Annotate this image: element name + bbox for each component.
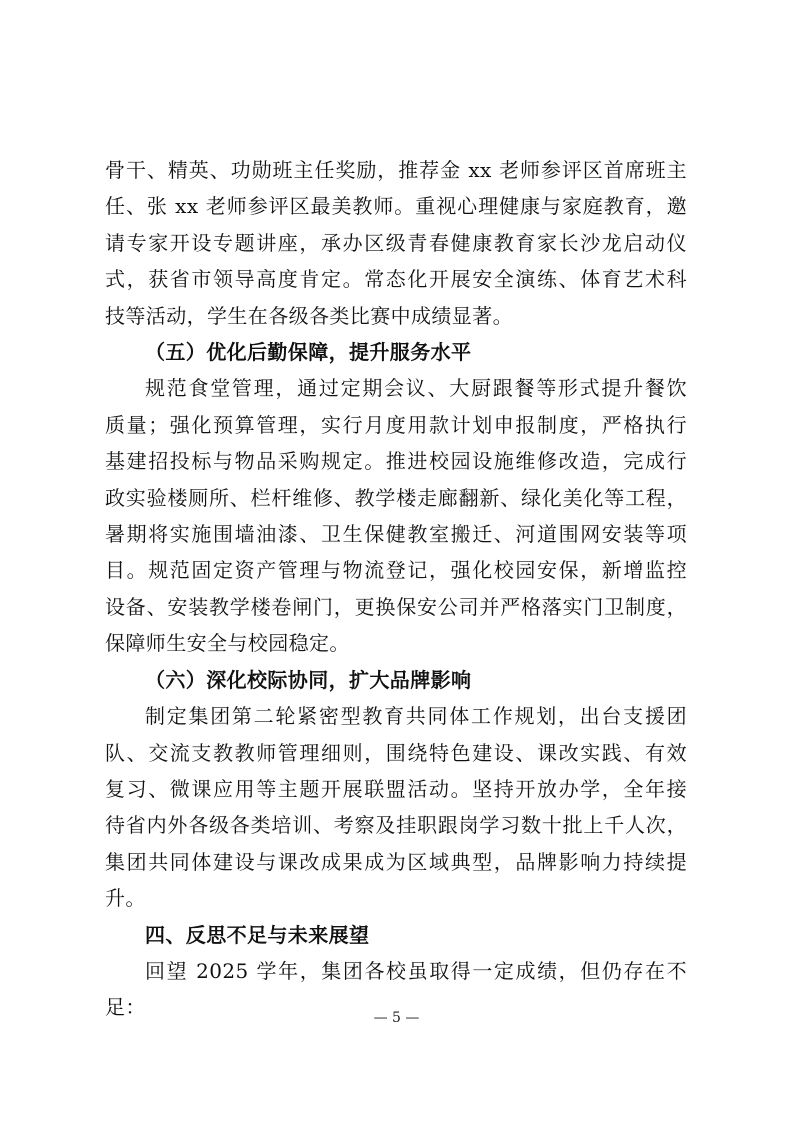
paragraph-line: 式，获省市领导高度肯定。常态化开展安全演练、体育艺术科 bbox=[105, 267, 687, 292]
section-heading: （六）深化校际协同，扩大品牌影响 bbox=[145, 667, 472, 692]
paragraph-line: 保障师生安全与校园稳定。 bbox=[105, 631, 350, 656]
paragraph-line: 规范食堂管理，通过定期会议、大厨跟餐等形式提升餐饮 bbox=[145, 376, 687, 401]
section-heading: （五）优化后勤保障，提升服务水平 bbox=[145, 340, 472, 365]
paragraph-line: 升。 bbox=[105, 886, 146, 911]
paragraph-line: 制定集团第二轮紧密型教育共同体工作规划，出台支援团 bbox=[145, 704, 687, 729]
paragraph-line: 设备、安装教学楼卷闸门，更换保安公司并严格落实门卫制度， bbox=[105, 594, 687, 619]
paragraph-line: 回望 2025 学年，集团各校虽取得一定成绩，但仍存在不足： bbox=[105, 958, 687, 1020]
paragraph-line: 队、交流支教教师管理细则，围绕特色建设、课改实践、有效 bbox=[105, 740, 687, 765]
document-page bbox=[105, 152, 687, 1026]
section-heading: 四、反思不足与未来展望 bbox=[145, 922, 370, 947]
paragraph-line: 任、张 xx 老师参评区最美教师。重视心理健康与家庭教育，邀 bbox=[105, 194, 687, 219]
paragraph-line: 复习、微课应用等主题开展联盟活动。坚持开放办学，全年接 bbox=[105, 776, 687, 801]
paragraph-line: 政实验楼厕所、栏杆维修、教学楼走廊翻新、绿化美化等工程， bbox=[105, 485, 687, 510]
paragraph-line: 请专家开设专题讲座，承办区级青春健康教育家长沙龙启动仪 bbox=[105, 230, 687, 255]
paragraph-line: 暑期将实施围墙油漆、卫生保健教室搬迁、河道围网安装等项 bbox=[105, 522, 687, 547]
paragraph-line: 集团共同体建设与课改成果成为区域典型，品牌影响力持续提 bbox=[105, 849, 687, 874]
paragraph-line: 目。规范固定资产管理与物流登记，强化校园安保，新增监控 bbox=[105, 558, 687, 583]
page-number: — 5 — bbox=[373, 1010, 420, 1026]
paragraph-line: 骨干、精英、功勋班主任奖励，推荐金 xx 老师参评区首席班主 bbox=[105, 158, 687, 182]
paragraph-line: 基建招投标与物品采购规定。推进校园设施维修改造，完成行 bbox=[105, 449, 687, 474]
paragraph-line: 技等活动，学生在各级各类比赛中成绩显著。 bbox=[105, 303, 513, 328]
paragraph-line: 待省内外各级各类培训、考察及挂职跟岗学习数十批上千人次， bbox=[105, 813, 687, 838]
paragraph-line: 质量；强化预算管理，实行月度用款计划申报制度，严格执行 bbox=[105, 412, 687, 437]
